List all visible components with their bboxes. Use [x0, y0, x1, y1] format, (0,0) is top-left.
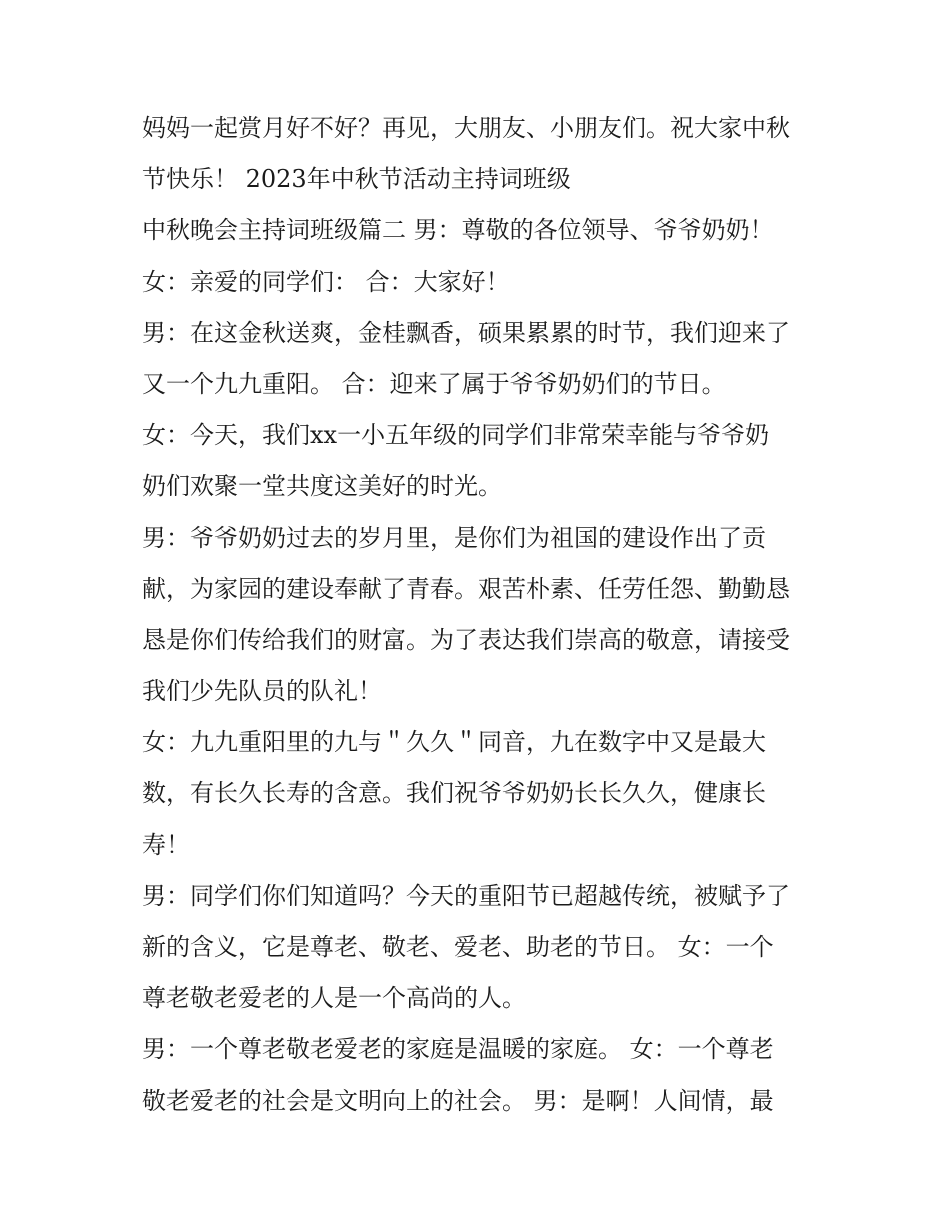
- text-line: 中秋晚会主持词班级篇二 男：尊敬的各位领导、爷爷奶奶！: [142, 216, 774, 245]
- text-line: 女：亲爱的同学们： 合：大家好！: [142, 267, 510, 296]
- text-line: 女：今天，我们xx一小五年级的同学们非常荣幸能与爷爷奶: [142, 421, 770, 450]
- text-line: 节快乐！ 2023年中秋节活动主持词班级: [142, 165, 571, 194]
- text-line: 又一个九九重阳。 合：迎来了属于爷爷奶奶们的节日。: [142, 369, 726, 398]
- text-line: 男：在这金秋送爽，金桂飘香，硕果累累的时节，我们迎来了: [142, 318, 790, 347]
- text-line: 寿！: [142, 830, 190, 859]
- text-line: 尊老敬老爱老的人是一个高尚的人。: [142, 984, 526, 1013]
- text-line: 男：爷爷奶奶过去的岁月里，是你们为祖国的建设作出了贡: [142, 523, 766, 552]
- document-body: [142, 103, 822, 1127]
- text-line: 奶们欢聚一堂共度这美好的时光。: [142, 472, 502, 501]
- text-line: 数，有长久长寿的含意。我们祝爷爷奶奶长长久久，健康长: [142, 779, 766, 808]
- text-line: 我们少先队员的队礼！: [142, 677, 382, 706]
- text-line: 献，为家园的建设奉献了青春。艰苦朴素、任劳任怨、勤勤恳: [142, 574, 790, 603]
- text-line: 敬老爱老的社会是文明向上的社会。 男：是啊！人间情，最: [142, 1086, 774, 1115]
- text-line: 妈妈一起赏月好不好？再见，大朋友、小朋友们。祝大家中秋: [142, 114, 790, 142]
- text-line: 恳是你们传给我们的财富。为了表达我们崇高的敬意，请接受: [142, 625, 790, 654]
- text-line: 女：九九重阳里的九与＂久久＂同音，九在数字中又是最大: [142, 728, 766, 757]
- text-line: 男：一个尊老敬老爱老的家庭是温暖的家庭。 女：一个尊老: [142, 1035, 774, 1064]
- text-line: 男：同学们你们知道吗？今天的重阳节已超越传统，被赋予了: [142, 881, 790, 910]
- text-line: 新的含义，它是尊老、敬老、爱老、助老的节日。 女：一个: [142, 933, 774, 961]
